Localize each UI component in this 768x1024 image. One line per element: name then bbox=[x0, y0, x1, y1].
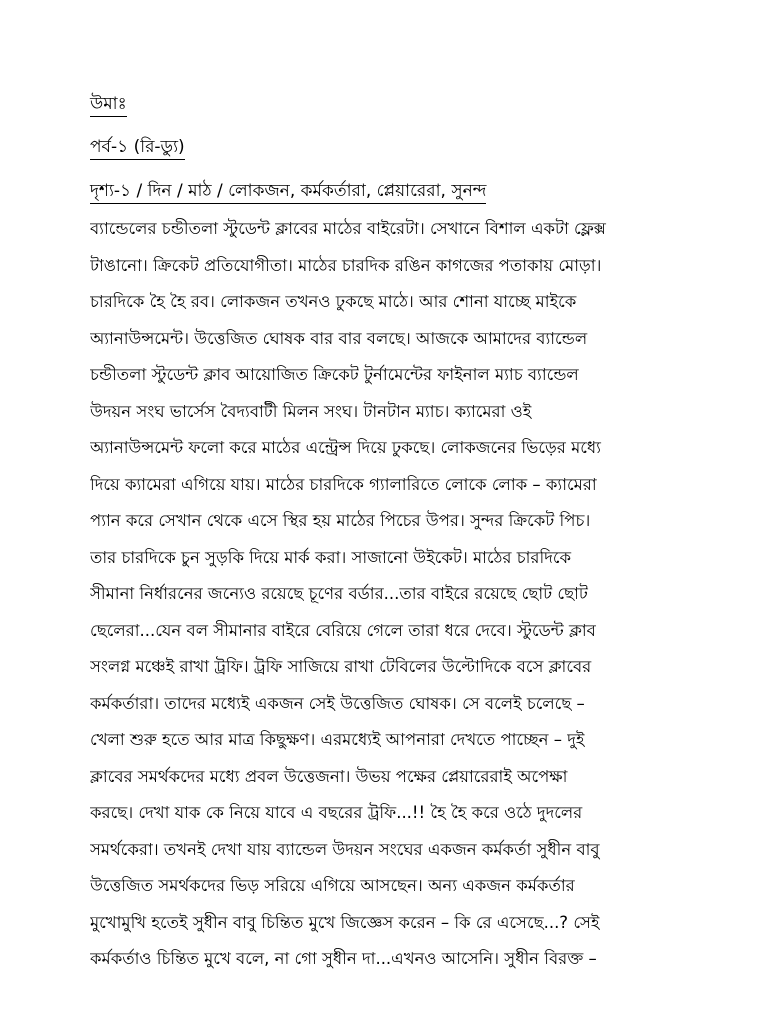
text-line: সমর্থকেরা। তখনই দেখা যায় ব্যান্ডেল উদয়ন সংঘের একজন কর্মকর্তা সুধীন বাবু bbox=[90, 839, 600, 859]
text-line: উদয়ন সংঘ ভার্সেস বৈদ্যবাটী মিলন সংঘ। টানটান ম্যাচ। ক্যামেরা ওই bbox=[90, 401, 532, 421]
text-line: ছেলেরা...যেন বল সীমানার বাইরে বেরিয়ে গেলে তারা ধরে দেবে। স্টুডেন্ট ক্লাব bbox=[90, 620, 596, 640]
text-line: অ্যানাউন্সমেন্ট ফলো করে মাঠের এন্ট্রেন্স দিয়ে ঢুকছে। লোকজনের ভিড়ের মধ্যে bbox=[90, 438, 601, 457]
text-line: টাঙানো। ক্রিকেট প্রতিযোগীতা। মাঠের চারদিক রঙিন কাগজের পতাকায় মোড়া। bbox=[90, 255, 602, 275]
text-line: মুখোমুখি হতেই সুধীন বাবু চিন্তিত মুখে জিজ্ঞেস করেন – কি রে এসেছে...? সেই bbox=[90, 912, 600, 932]
text-line: উত্তেজিত সমর্থকদের ভিড় সরিয়ে এগিয়ে আসছেন। অন্য একজন কর্মকর্তার bbox=[90, 876, 575, 895]
text-line: অ্যানাউন্সমেন্ট। উত্তেজিত ঘোষক বার বার বলছে। আজকে আমাদের ব্যান্ডেল bbox=[90, 328, 588, 348]
text-line: দিয়ে ক্যামেরা এগিয়ে যায়। মাঠের চারদিকে গ্যালারিতে লোকে লোক – ক্যামেরা bbox=[90, 474, 597, 494]
character-heading: উমাঃ bbox=[90, 93, 127, 117]
text-line: চন্ডীতলা স্টুডেন্ট ক্লাব আয়োজিত ক্রিকেট টুর্নামেন্টের ফাইনাল ম্যাচ ব্যান্ডেল bbox=[90, 365, 579, 384]
text-line: করছে। দেখা যাক কে নিয়ে যাবে এ বছরের ট্রফি...!! হৈ হৈ করে ওঠে দুদলের bbox=[90, 803, 583, 822]
scene-heading: দৃশ্য-১ / দিন / মাঠ / লোকজন, কর্মকর্তারা, প্লেয়ারেরা, সুনন্দ bbox=[90, 180, 486, 204]
text-line: ক্লাবের সমর্থকদের মধ্যে প্রবল উত্তেজনা। উভয় পক্ষের প্লেয়ারেরাই অপেক্ষা bbox=[90, 766, 568, 786]
text-line: কর্মকর্তাও চিন্তিত মুখে বলে, না গো সুধীন দা...এখনও আসেনি। সুধীন বিরক্ত – bbox=[90, 949, 597, 968]
text-line: সীমানা নির্ধারনের জন্যেও রয়েছে চূণের বর্ডার...তার বাইরে রয়েছে ছোট ছোট bbox=[90, 584, 588, 603]
text-line: প্যান করে সেখান থেকে এসে স্থির হয় মাঠের পিচের উপর। সুন্দর ক্রিকেট পিচ। bbox=[90, 511, 591, 530]
text-line: ব্যান্ডেলের চন্ডীতলা স্টুডেন্ট ক্লাবের মাঠের বাইরেটা। সেখানে বিশাল একটা ফ্লেক্স bbox=[90, 219, 606, 238]
text-line: চারদিকে হৈ হৈ রব। লোকজন তখনও ঢুকছে মাঠে। আর শোনা যাচ্ছে মাইকে bbox=[90, 292, 577, 311]
episode-heading: পর্ব-১ (রি-ড্যু) bbox=[90, 136, 185, 160]
scene-description bbox=[90, 211, 690, 978]
text-line: তার চারদিকে চুন সুড়কি দিয়ে মার্ক করা। সাজানো উইকেট। মাঠের চারদিকে bbox=[90, 547, 572, 567]
text-line: খেলা শুরু হতে আর মাত্র কিছুক্ষণ। এরমধ্যেই আপনারা দেখতে পাচ্ছেন – দুই bbox=[90, 730, 585, 749]
text-line: কর্মকর্তারা। তাদের মধ্যেই একজন সেই উত্তেজিত ঘোষক। সে বলেই চলেছে – bbox=[90, 693, 585, 713]
text-line: সংলগ্ন মঞ্চেই রাখা ট্রফি। ট্রফি সাজিয়ে রাখা টেবিলের উল্টোদিকে বসে ক্লাবের bbox=[90, 657, 592, 676]
